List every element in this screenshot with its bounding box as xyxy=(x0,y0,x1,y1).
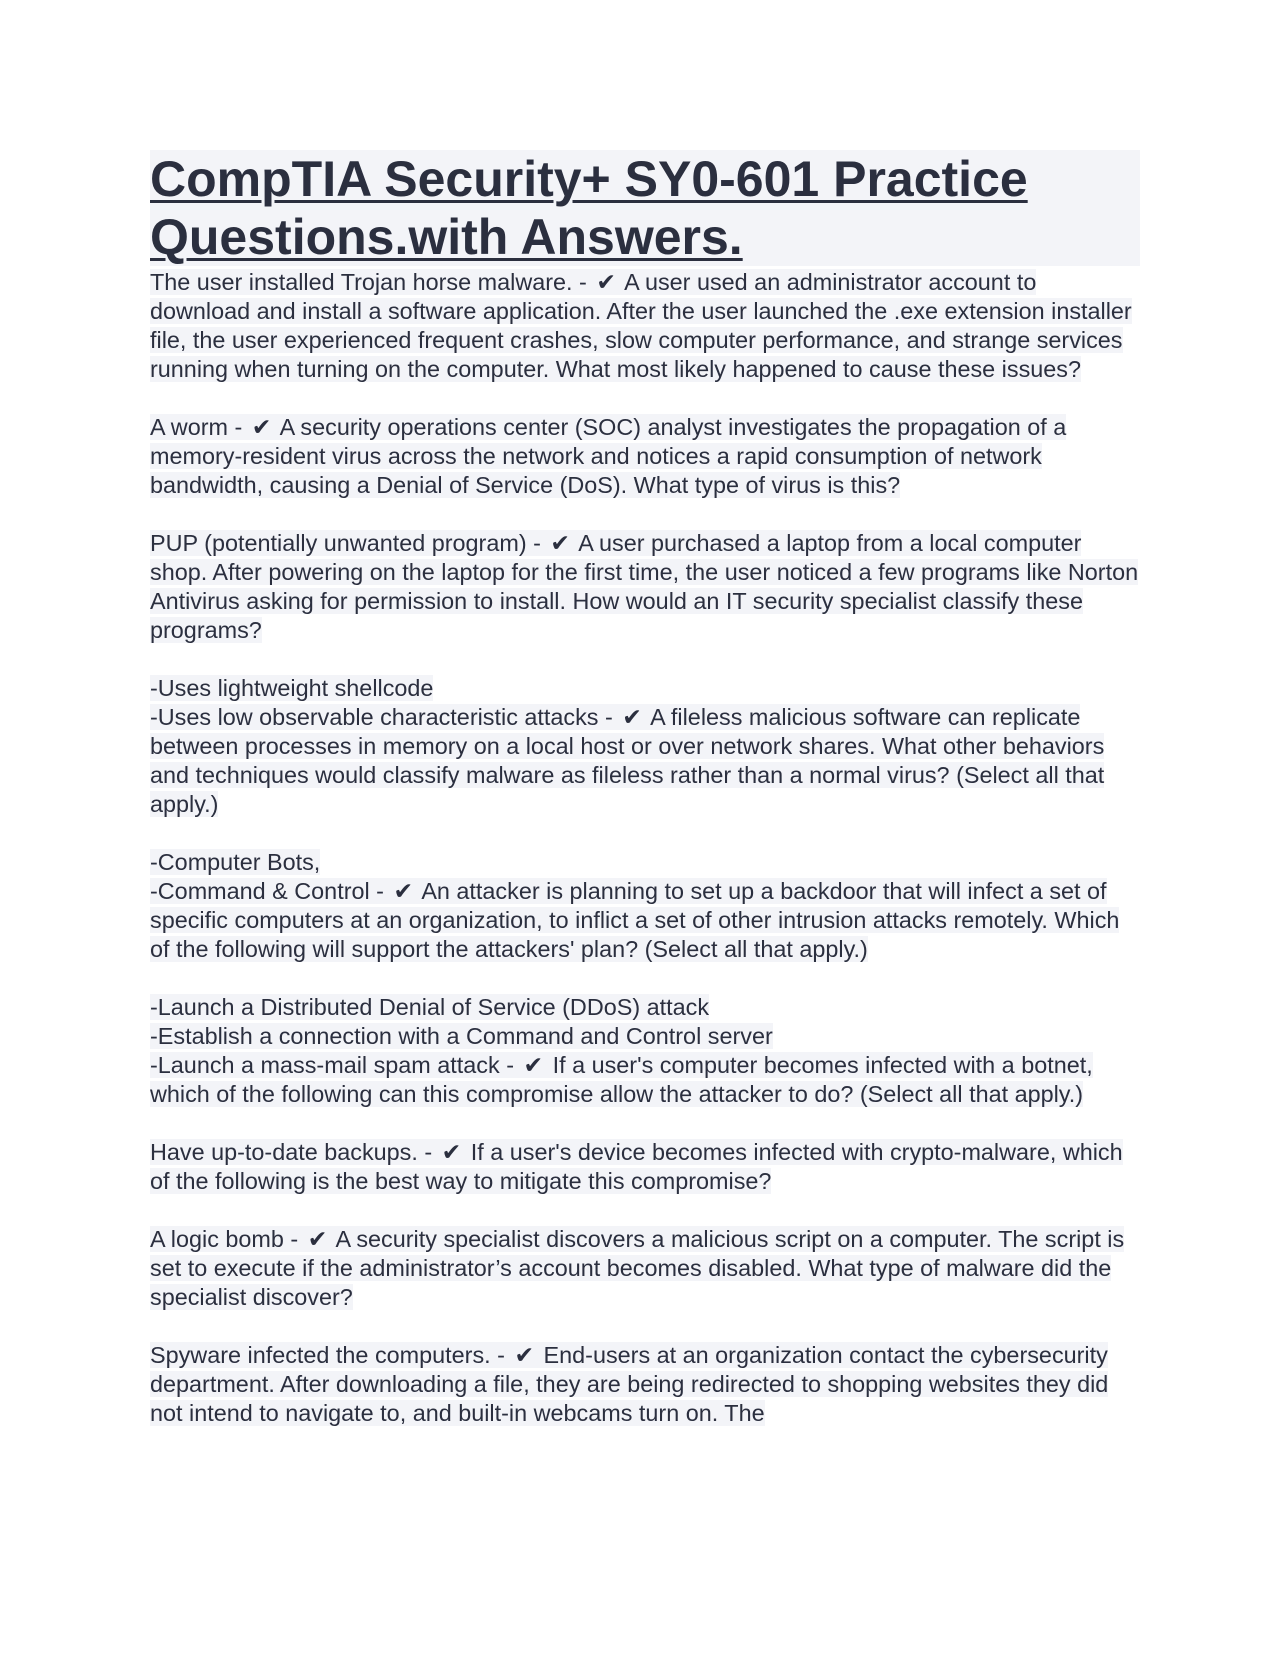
checkmark-icon: ✔ xyxy=(523,1052,544,1078)
qa-paragraph xyxy=(150,993,1140,1109)
answer-text: A worm - xyxy=(150,414,243,440)
document-page xyxy=(150,150,1140,1457)
qa-paragraph xyxy=(150,268,1140,384)
qa-paragraph xyxy=(150,529,1140,645)
answer-line: -Uses lightweight shellcode xyxy=(150,675,434,701)
question-text: If a user's device becomes infected with crypto-malware, which of the following is the best way to mitigate this compromise? xyxy=(150,1139,1123,1194)
answer-line: -Launch a Distributed Denial of Service (DDoS) attack xyxy=(150,994,710,1020)
question-text: A user purchased a laptop from a local computer shop. After powering on the laptop for the first time, the user noticed a few programs like Norton Antivirus asking for permission to install. How would an IT security specialist classify these programs? xyxy=(150,530,1139,643)
question-text: A fileless malicious software can replicate between processes in memory on a local host or over network shares. What other behaviors and techniques would classify malware as fileless rather than a normal virus? (Select all that apply.) xyxy=(150,704,1105,817)
checkmark-icon: ✔ xyxy=(596,269,616,295)
question-text: An attacker is planning to set up a backdoor that will infect a set of specific computers at an organization, to inflict a set of other intrusion attacks remotely. Which of the following will support the attackers' plan? (Select all that apply.) xyxy=(150,878,1120,962)
checkmark-icon: ✔ xyxy=(514,1342,535,1368)
answer-text: Spyware infected the computers. - xyxy=(150,1342,505,1368)
title-block xyxy=(150,150,1140,266)
document-title: CompTIA Security+ SY0-601 Practice Questions.with Answers. xyxy=(150,151,1028,265)
qa-paragraph xyxy=(150,1138,1140,1196)
answer-text: PUP (potentially unwanted program) - xyxy=(150,530,541,556)
answer-text: Have up-to-date backups. - xyxy=(150,1139,433,1165)
question-text: A user used an administrator account to download and install a software application. After the user launched the .exe extension installer file, the user experienced frequent crashes, slow computer performance, and strange services running when turning on the computer. What most likely happened to cause these issues? xyxy=(150,269,1132,382)
question-text: A security specialist discovers a malicious script on a computer. The script is set to execute if the administrator’s account becomes disabled. What type of malware did the specialist discover? xyxy=(150,1226,1125,1310)
answer-line: -Establish a connection with a Command and Control server xyxy=(150,1023,773,1049)
checkmark-icon: ✔ xyxy=(251,414,272,440)
answer-text: A logic bomb - xyxy=(150,1226,299,1252)
answer-line: -Computer Bots, xyxy=(150,849,321,875)
question-text: End-users at an organization contact the cybersecurity department. After downloading a file, they are being redirected to shopping websites they did not intend to navigate to, and built-in webcams turn on. The xyxy=(150,1342,1109,1426)
answer-text: -Command & Control - xyxy=(150,878,384,904)
qa-paragraph xyxy=(150,848,1140,964)
checkmark-icon: ✔ xyxy=(307,1226,328,1252)
checkmark-icon: ✔ xyxy=(622,704,642,730)
qa-paragraph xyxy=(150,413,1140,500)
qa-paragraph xyxy=(150,674,1140,819)
checkmark-icon: ✔ xyxy=(393,878,414,904)
qa-paragraph xyxy=(150,1225,1140,1312)
answer-text: -Launch a mass-mail spam attack - xyxy=(150,1052,514,1078)
answer-text: -Uses low observable characteristic attacks - xyxy=(150,704,613,730)
checkmark-icon: ✔ xyxy=(550,530,571,556)
qa-paragraph xyxy=(150,1341,1140,1428)
answer-text: The user installed Trojan horse malware. - xyxy=(150,269,587,295)
question-text: If a user's computer becomes infected with a botnet, which of the following can this compromise allow the attacker to do? (Select all that apply.) xyxy=(150,1052,1093,1107)
document-body xyxy=(150,268,1140,1428)
question-text: A security operations center (SOC) analyst investigates the propagation of a memory-resident virus across the network and notices a rapid consumption of network bandwidth, causing a Denial of Service (DoS). What type of virus is this? xyxy=(150,414,1067,498)
checkmark-icon: ✔ xyxy=(441,1139,462,1165)
